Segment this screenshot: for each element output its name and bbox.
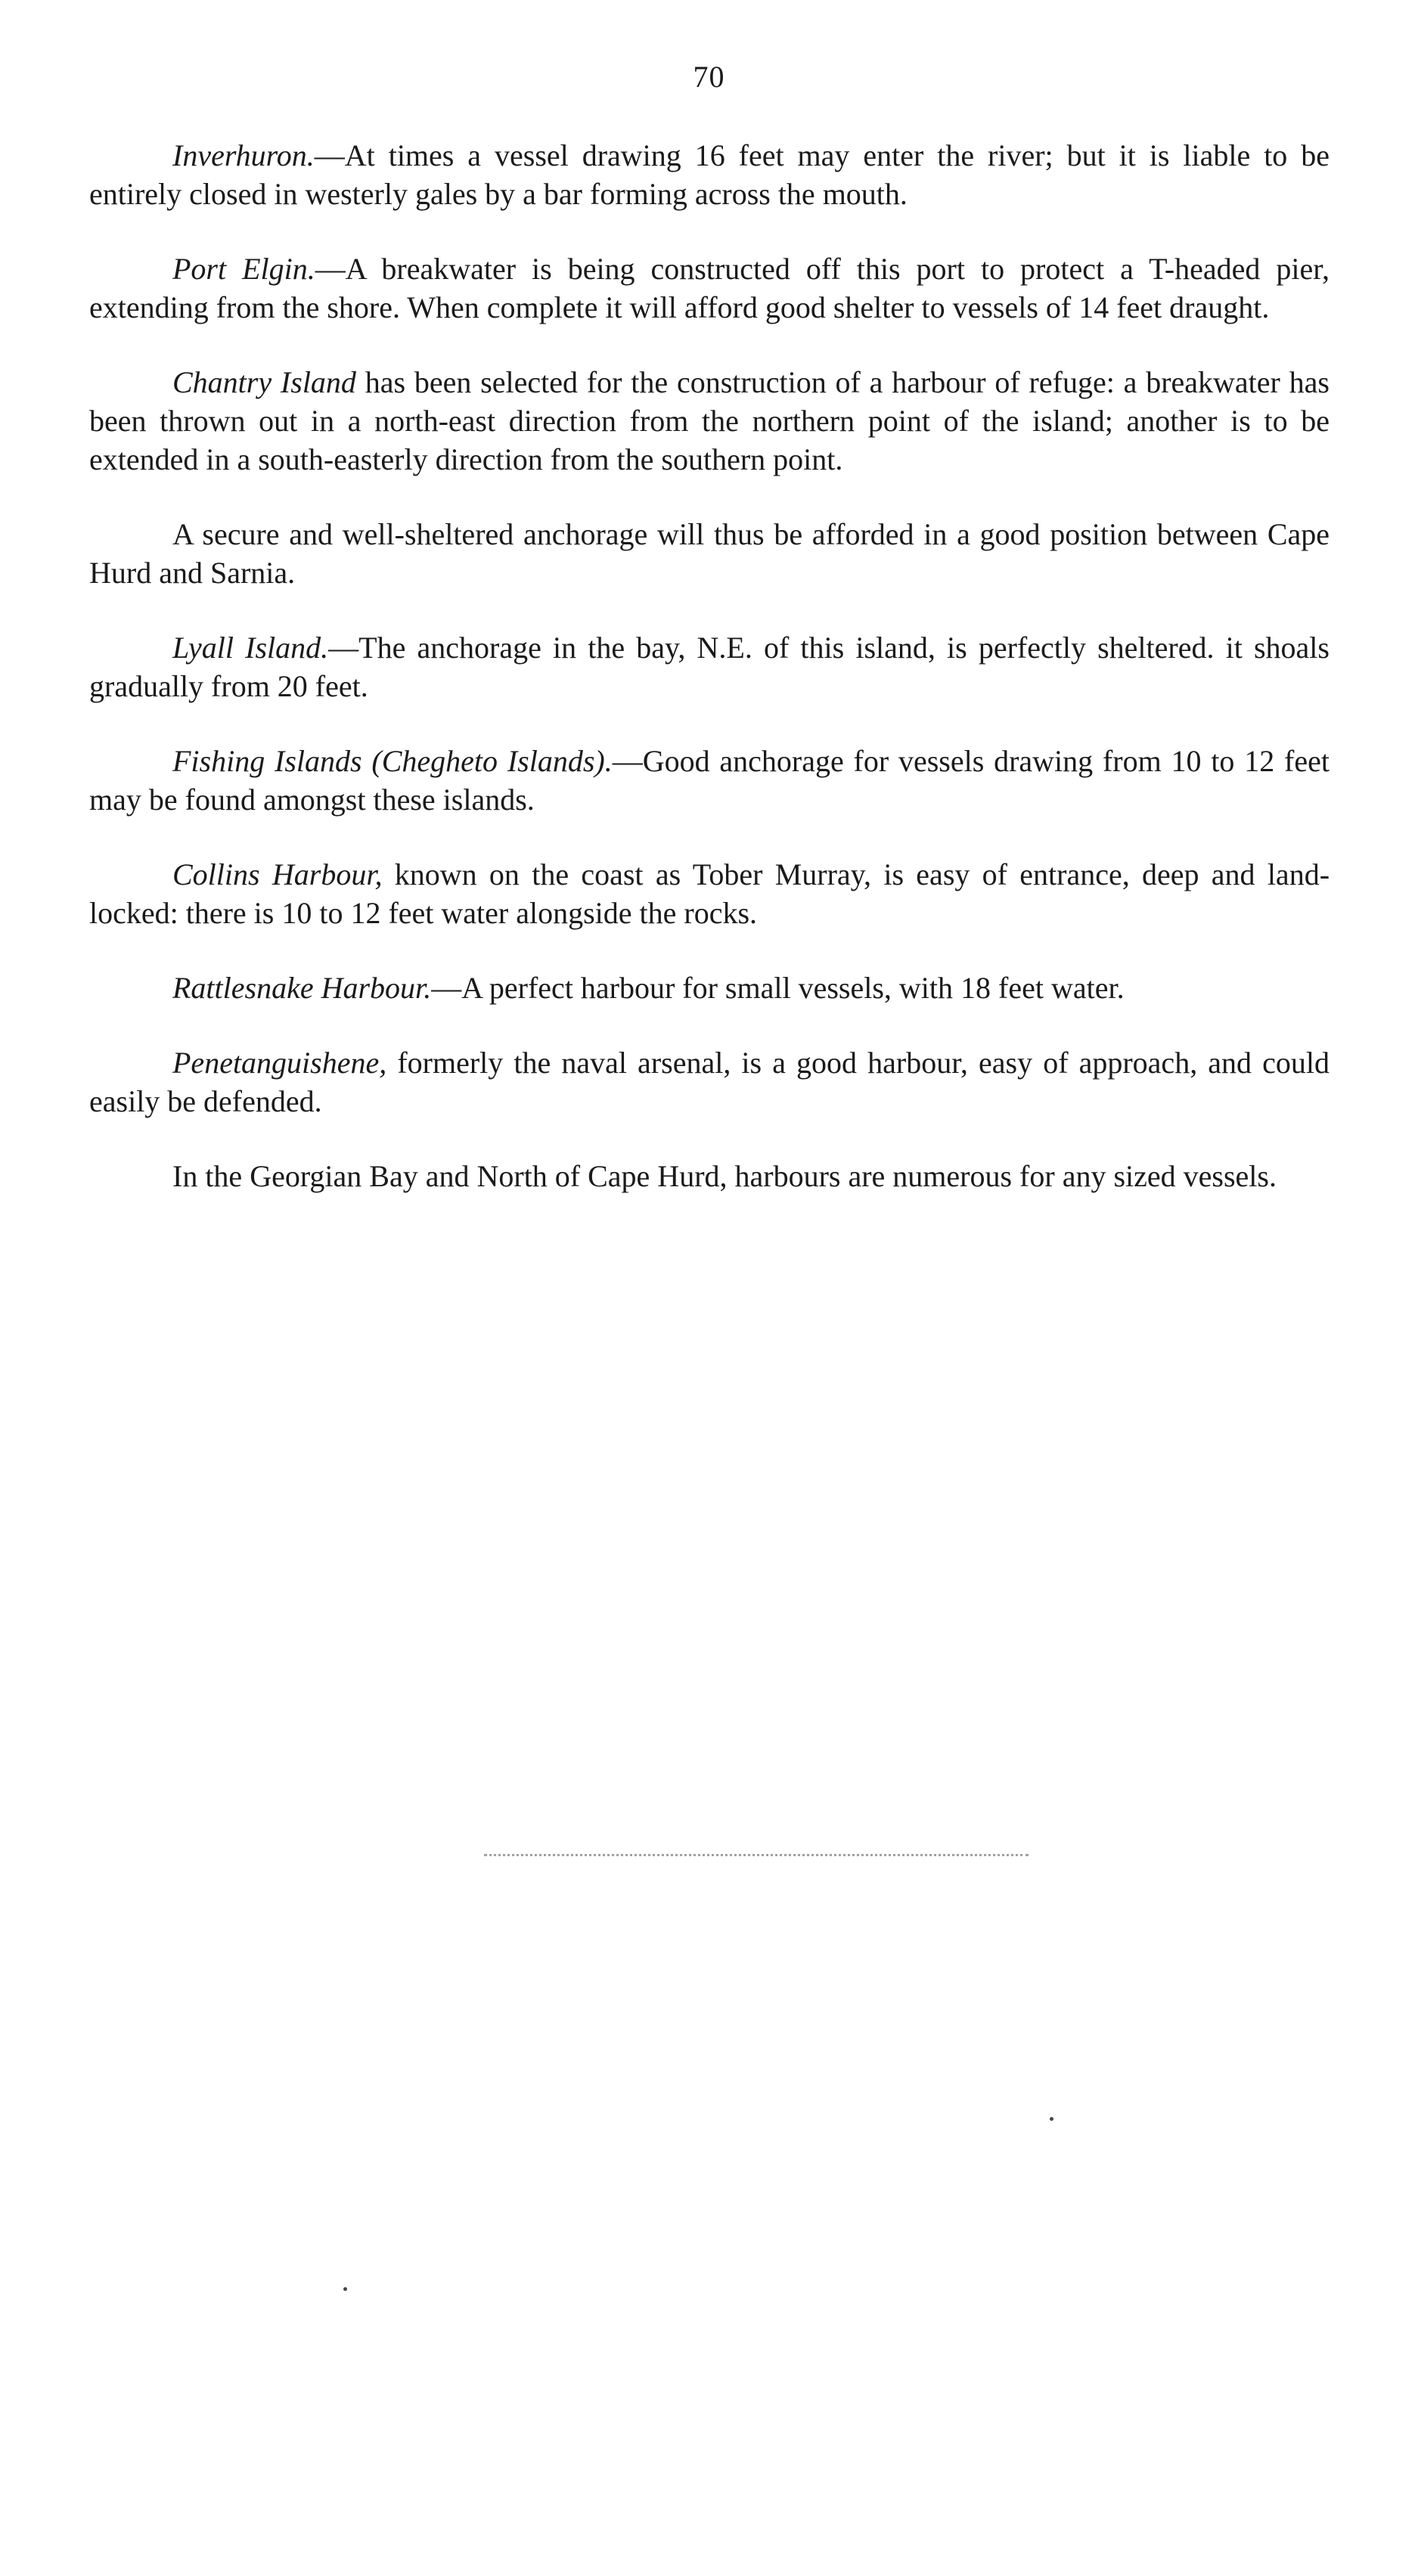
- paragraph-title: Penetanguishene,: [172, 1046, 387, 1080]
- paragraph-port-elgin: [89, 250, 1330, 327]
- paragraph-text: formerly the naval arsenal, is a good harbour, easy of approach, and could easily be defended.: [89, 1046, 1330, 1118]
- paragraph-chantry-island: [89, 363, 1330, 479]
- paragraph-title: Lyall Island.: [172, 631, 329, 665]
- paragraph-inverhuron: [89, 136, 1330, 213]
- paragraph-penetanguishene: [89, 1043, 1330, 1121]
- paragraph-title: Fishing Islands (Chegheto Islands).: [172, 744, 613, 778]
- paragraph-lyall-island: [89, 628, 1330, 705]
- paragraph-text: —The anchorage in the bay, N.E. of this island, is perfectly sheltered. it shoals gradually from 20 feet.: [89, 631, 1330, 703]
- document-body: [89, 136, 1330, 1232]
- paragraph-anchorage: [89, 515, 1330, 592]
- paragraph-title: Chantry Island: [172, 365, 356, 399]
- paragraph-title: Collins Harbour,: [172, 857, 383, 891]
- paragraph-text: —A perfect harbour for small vessels, with 18 feet water.: [431, 971, 1125, 1005]
- paragraph-fishing-islands: [89, 742, 1330, 819]
- paragraph-text: known on the coast as Tober Murray, is easy of entrance, deep and land-locked: there is 10 to 12 feet water alongside the rocks.: [89, 857, 1330, 930]
- paragraph-rattlesnake-harbour: [89, 969, 1330, 1007]
- paragraph-georgian-bay: [89, 1157, 1330, 1195]
- paragraph-text: —At times a vessel drawing 16 feet may enter the river; but it is liable to be entirely closed in westerly gales by a bar forming across the mouth.: [89, 138, 1330, 211]
- paragraph-title: Rattlesnake Harbour.: [172, 971, 432, 1005]
- paragraph-text: A secure and well-sheltered anchorage will thus be afforded in a good position between Cape Hurd and Sarnia.: [89, 517, 1330, 590]
- paragraph-text: —A breakwater is being constructed off this port to protect a T-headed pier, extending from the shore. When complete it will afford good shelter to vessels of 14 feet draught.: [89, 252, 1330, 324]
- paragraph-title: Inverhuron.: [172, 138, 315, 172]
- scan-speck: [1050, 2117, 1053, 2121]
- paragraph-text: —Good anchorage for vessels drawing from 10 to 12 feet may be found amongst these islands.: [89, 744, 1330, 817]
- scan-speck: [343, 2287, 347, 2291]
- page-number: 70: [693, 60, 725, 94]
- faded-dotted-rule: [484, 1854, 1029, 1856]
- paragraph-text: In the Georgian Bay and North of Cape Hurd, harbours are numerous for any sized vessels.: [172, 1159, 1277, 1193]
- paragraph-title: Port Elgin.: [172, 252, 315, 286]
- paragraph-collins-harbour: [89, 855, 1330, 932]
- paragraph-text: has been selected for the construction of a harbour of refuge: a breakwater has been thrown out in a north-east direction from the northern point of the island; another is to be extended in a south-easterly direction from the southern point.: [89, 365, 1330, 476]
